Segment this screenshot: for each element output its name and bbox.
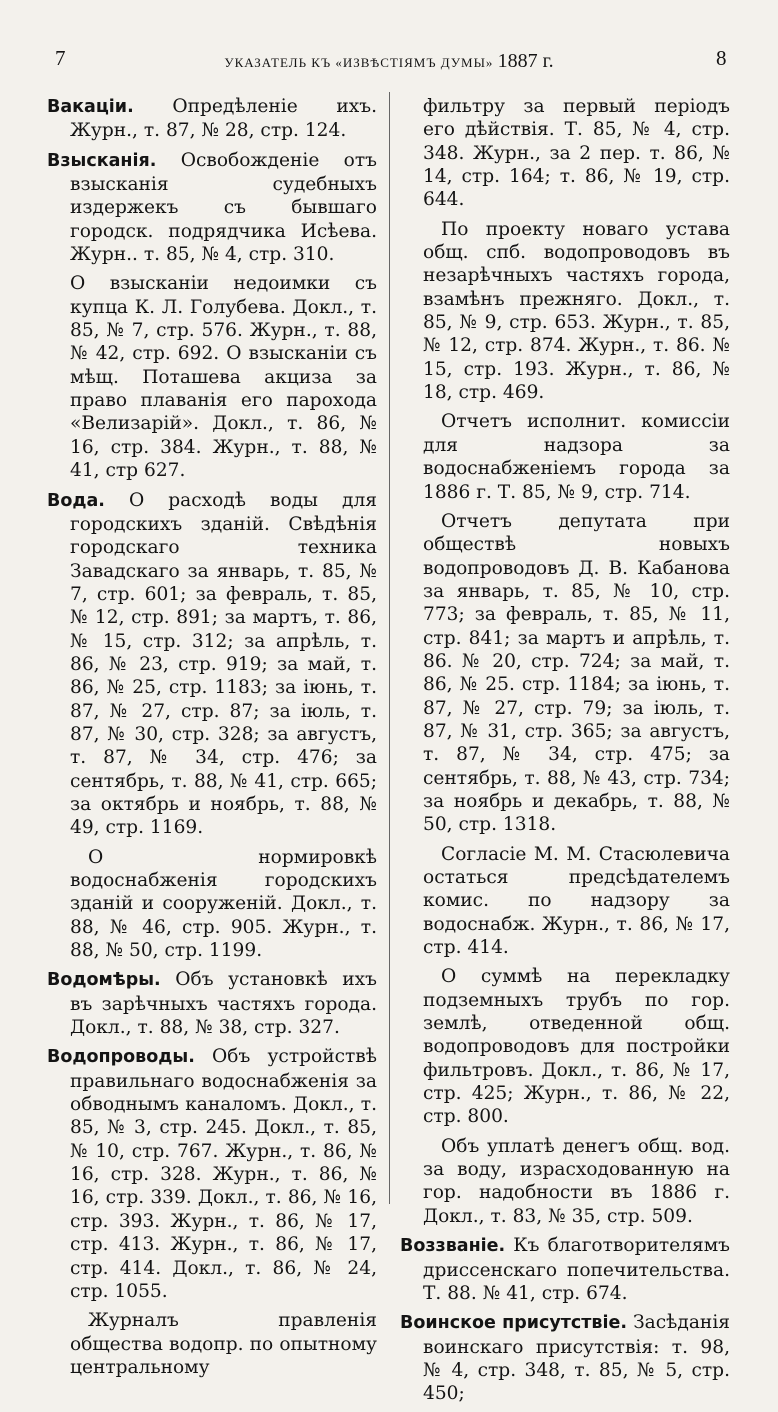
running-title-text: УКАЗАТЕЛЬ КЪ «ИЗВѢСТІЯМЪ ДУМЫ» bbox=[224, 55, 494, 70]
entry-headword: Взысканія. bbox=[47, 150, 157, 171]
left-page-number: 7 bbox=[55, 46, 66, 70]
index-entry bbox=[47, 1045, 377, 1303]
entry-continuation bbox=[47, 272, 377, 482]
entry-text: Журналъ правленія общества водопр. по опытному центральному bbox=[70, 1310, 377, 1378]
entry-subparagraph bbox=[400, 410, 730, 503]
index-entry bbox=[47, 149, 377, 267]
entry-headword: Воззваніе. bbox=[400, 1236, 506, 1257]
entry-text: О суммѣ на перекладку подземныхъ трубъ по гор. землѣ, отведенной общ. водопроводовъ для постройки фильтровъ. Докл., т. 86, № 17, стр. 425; Журн., т. 86, № 22, стр. 800. bbox=[423, 966, 730, 1128]
entry-subparagraph bbox=[400, 843, 730, 960]
entry-headword: Воинское присутствіе. bbox=[400, 1313, 628, 1334]
entry-headword: Водомѣры. bbox=[47, 970, 161, 991]
index-entry bbox=[47, 489, 377, 840]
entry-headword: Вода. bbox=[47, 490, 105, 511]
entry-headword: Вакаціи. bbox=[47, 97, 134, 117]
index-entry bbox=[400, 1311, 730, 1405]
right-page-number: 8 bbox=[716, 46, 727, 70]
entry-text: Отчетъ исполнит. комиссіи для надзора за водоснабженіемъ города за 1886 г. Т. 85, № 9, стр. 714. bbox=[423, 411, 730, 503]
entry-text: Къ благотворителямъ дриссенскаго попечительства. Т. 88. № 41, стр. 674. bbox=[423, 1235, 730, 1304]
page-header bbox=[0, 46, 778, 76]
running-title-year: 1887 г. bbox=[497, 50, 554, 72]
entry-subparagraph bbox=[400, 965, 730, 1128]
entry-continuation bbox=[400, 95, 730, 212]
entry-text: По проекту новаго устава общ. спб. водопроводовъ въ незарѣчныхъ частяхъ города, взамѣнъ прежняго. Докл., т. 85, № 9, стр. 653. Журн., т. 85, № 12, стр. 874. Журн., т. 86. № 15, стр. 193. Журн., т. 86, № 18, стр. 469. bbox=[423, 218, 730, 404]
entry-text: Объ установкѣ ихъ въ зарѣчныхъ частяхъ города. Докл., т. 88, № 38, стр. 327. bbox=[70, 969, 377, 1039]
entry-subparagraph bbox=[47, 1309, 377, 1379]
column-divider bbox=[389, 92, 390, 1204]
entry-headword: Водопроводы. bbox=[47, 1047, 195, 1068]
entry-text: Объ уплатѣ денегъ общ. вод. за воду, израсходованную на гор. надобности въ 1886 г. Докл., т. 83, № 35, стр. 509. bbox=[423, 1135, 730, 1227]
index-entry bbox=[400, 1234, 730, 1305]
entry-text: Освобожденіе отъ взысканія судебныхъ издержекъ съ бывшаго городск. подрядчика Исѣева. Журн.. т. 85, № 4, стр. 310. bbox=[70, 149, 377, 266]
entry-text: О нормировкѣ водоснабженія городскихъ зданій и сооруженій. Докл., т. 88, № 46, стр. 905. Журн., т. 88, № 50, стр. 1199. bbox=[70, 846, 377, 962]
running-title bbox=[0, 50, 778, 73]
entry-text: Отчетъ депутата при обществѣ новыхъ водопроводовъ Д. В. Кабанова за январь, т. 85, № 10, стр. 773; за февраль, т. 85, № 11, стр. 841; за мартъ и апрѣль, т. 86. № 20, стр. 724; за май, т. 86, № 25. стр. 1184; за іюнь, т. 87, № 27, стр. 79; за іюль, т. 87, № 31, стр. 365; за августъ, т. 87, № 34, стр. 475; за сентябрь, т. 88, № 43, стр. 734; за ноябрь и декабрь, т. 88, № 50, стр. 1318. bbox=[423, 510, 730, 836]
entry-subparagraph bbox=[400, 510, 730, 837]
entry-text: фильтру за первый періодъ его дѣйствія. Т. 85, № 4, стр. 348. Журн., за 2 пер. т. 86, № 14, стр. 164; т. 86, № 19, стр. 644. bbox=[423, 96, 730, 211]
entry-text: О расходѣ воды для городскихъ зданій. Свѣдѣнія городскаго техника Завадскаго за январь, т. 85, № 7, стр. 601; за февраль, т. 85, № 12, стр. 891; за мартъ, т. 86, № 15, стр. 312; за апрѣль, т. 86, № 23, стр. 919; за май, т. 86, № 25, стр. 1183; за іюнь, т. 87, № 27, стр. 87; за іюль, т. 87, № 30, стр. 328; за августъ, т. 87, № 34, стр. 476; за сентябрь, т. 88, № 41, стр. 665; за октябрь и ноябрь, т. 88, № 49, стр. 1169. bbox=[70, 489, 377, 839]
entry-text: Засѣданія воинскаго присутствія: т. 98, № 4, стр. 348, т. 85, № 5, стр. 450; bbox=[423, 1312, 730, 1405]
entry-text: Опредѣленіе ихъ. Журн., т. 87, № 28, стр. 124. bbox=[70, 96, 377, 142]
entry-subparagraph bbox=[400, 1135, 730, 1228]
entry-subparagraph bbox=[400, 218, 730, 405]
entry-subparagraph bbox=[47, 846, 377, 963]
entry-text: Объ устройствѣ правильнаго водоснабженія за обводнымъ каналомъ. Докл., т. 85, № 3, стр. 245. Докл., т. 85, № 10, стр. 767. Журн., т. 86, № 16, стр. 328. Журн., т. 86, № 16, стр. 339. Докл., т. 86, № 16, стр. 393. Журн., т. 86, № 17, стр. 413. Журн., т. 86, № 17, стр. 414. Докл., т. 86, № 24, стр. 1055. bbox=[70, 1046, 377, 1302]
index-entry bbox=[47, 95, 377, 143]
left-column bbox=[47, 95, 377, 1385]
entry-text: О взысканіи недоимки съ купца К. Л. Голубева. Докл., т. 85, № 7, стр. 576. Журн., т. 88, № 42, стр. 692. О взысканіи съ мѣщ. Поташева акциза за право плаванія его парохода «Велизарій». Докл., т. 86, № 16, стр. 384. Журн., т. 88, № 41, стр 627. bbox=[70, 273, 377, 482]
index-entry bbox=[47, 968, 377, 1039]
right-column bbox=[400, 95, 730, 1412]
entry-text: Согласіе М. М. Стасюлевича остаться предсѣдателемъ комис. по надзору за водоснабж. Журн., т. 86, № 17, стр. 414. bbox=[423, 843, 730, 959]
